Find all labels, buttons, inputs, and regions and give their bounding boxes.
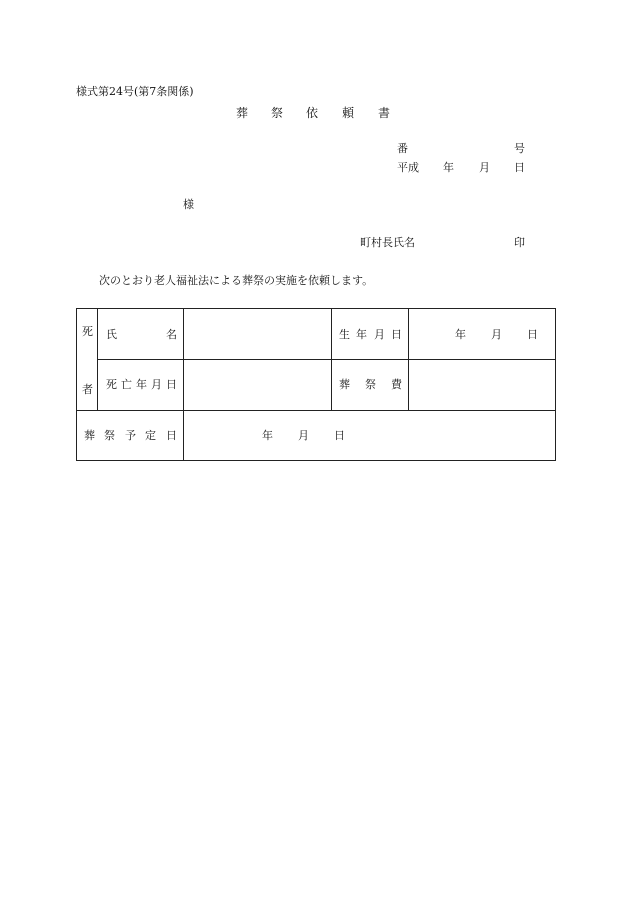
funeral-cost-label-char: 葬 <box>339 378 350 391</box>
deceased-label-char: 者 <box>82 383 93 396</box>
birth-day: 日 <box>527 328 538 341</box>
death-date-label-char: 亡 <box>121 378 132 391</box>
mayor-name-label: 町村長氏名 <box>360 236 415 249</box>
death-date-label-char: 月 <box>151 378 162 391</box>
funeral-date-day: 日 <box>334 429 345 442</box>
date-year: 年 <box>443 161 454 174</box>
death-date-label-char: 日 <box>166 378 177 391</box>
death-date-label-char: 死 <box>106 378 117 391</box>
date-day: 日 <box>514 161 525 174</box>
deceased-label-char: 死 <box>82 325 93 338</box>
birth-label-char: 日 <box>391 328 402 341</box>
number-label: 番 <box>397 142 408 155</box>
form-number: 様式第24号(第7条関係) <box>76 85 194 98</box>
addressee-suffix: 様 <box>183 198 194 211</box>
birth-label-char: 年 <box>356 328 367 341</box>
birth-year: 年 <box>455 328 466 341</box>
funeral-date-year: 年 <box>262 429 273 442</box>
date-era: 平成 <box>397 161 419 174</box>
funeral-date-label-char: 日 <box>166 429 177 442</box>
title-char: 依 <box>306 106 319 120</box>
funeral-date-label-char: 定 <box>145 429 156 442</box>
funeral-date-label-char: 葬 <box>84 429 95 442</box>
funeral-date-month: 月 <box>298 429 309 442</box>
title-char: 葬 <box>236 106 249 120</box>
birth-label-char: 生 <box>339 328 350 341</box>
name-value-cell[interactable] <box>184 310 331 359</box>
funeral-request-table <box>76 308 556 461</box>
funeral-cost-label-char: 祭 <box>365 378 376 391</box>
death-date-label-char: 年 <box>136 378 147 391</box>
title-char: 書 <box>378 106 391 120</box>
funeral-date-label-char: 予 <box>125 429 136 442</box>
name-label-char: 名 <box>166 328 177 341</box>
request-text: 次のとおり老人福祉法による葬祭の実施を依頼します。 <box>99 274 374 287</box>
number-suffix: 号 <box>514 142 525 155</box>
birth-month: 月 <box>491 328 502 341</box>
date-month: 月 <box>479 161 490 174</box>
funeral-date-label-char: 祭 <box>104 429 115 442</box>
title-char: 祭 <box>271 106 284 120</box>
name-label-char: 氏 <box>106 328 117 341</box>
funeral-date-value-cell[interactable] <box>184 411 555 460</box>
funeral-cost-value-cell[interactable] <box>409 360 555 410</box>
death-date-value-cell[interactable] <box>184 360 331 410</box>
funeral-cost-label-char: 費 <box>391 378 402 391</box>
birth-label-char: 月 <box>374 328 385 341</box>
seal-mark: 印 <box>514 236 525 249</box>
title-char: 頼 <box>342 106 355 120</box>
